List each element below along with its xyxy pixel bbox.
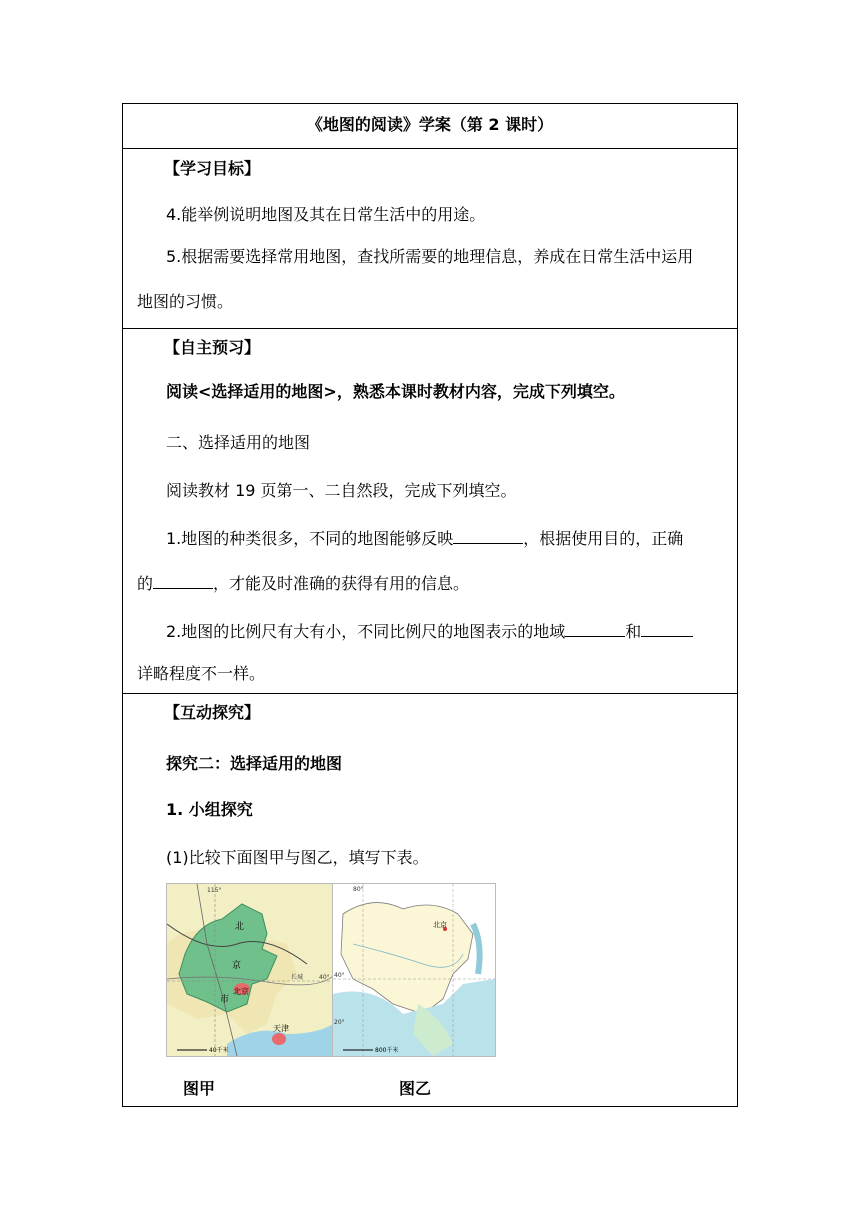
question-1-text-a: 1.地图的种类很多，不同的地图能够反映 [166,529,454,548]
question-2-line2: 详略程度不一样。 [137,664,266,683]
question-1-line1 [166,528,683,549]
explore-subheading: 探究二：选择适用的地图 [166,754,343,773]
fill-blank[interactable] [641,621,693,637]
question-1-text-c: 的 [137,574,154,593]
lesson-table [122,103,738,1107]
map-b-caption: 图乙 [399,1079,432,1098]
map-b-label-lat40: 40° [334,972,345,979]
goal-item-5-line1: 5.根据需要选择常用地图，查找所需要的地理信息，养成在日常生活中运用 [166,247,694,266]
task-text: (1)比较下面图甲与图乙，填写下表。 [166,848,429,867]
fill-blank[interactable] [565,621,625,637]
question-1-text-d: ，才能及时准确的获得有用的信息。 [213,574,470,593]
map-a-label-lon: 115° [207,887,222,894]
question-2-text-b: 和 [625,622,642,641]
explore-row [123,694,737,1106]
map-a-label-bei: 北 [235,922,245,932]
question-1-line2 [137,573,469,594]
question-2-text-a: 2.地图的比例尺有大有小，不同比例尺的地图表示的地域 [166,622,566,641]
section-title: 二、选择适用的地图 [166,433,311,452]
map-b-graphic [333,884,495,1056]
page-title: 《地图的阅读》学案（第 2 课时） [306,115,554,134]
group-title: 1. 小组探究 [166,800,253,819]
preview-row [123,329,737,694]
map-a-label-beijing: 北京 [233,987,249,996]
goal-item-5-line2: 地图的习惯。 [137,292,234,311]
map-a-label-greatwall: 长城 [291,974,304,981]
map-a-label-jing: 京 [232,961,242,971]
goals-heading: 【学习目标】 [164,159,261,178]
fill-blank[interactable] [153,573,213,589]
map-a-scale-text: 40千米 [209,1047,229,1054]
map-b-label-lat20: 20° [334,1019,345,1026]
explore-heading: 【互动探究】 [164,703,261,722]
question-2-line1 [166,621,693,642]
preview-instruction: 阅读<选择适用的地图>，熟悉本课时教材内容，完成下列填空。 [166,382,625,401]
title-row [123,104,737,149]
map-a-label-shi: 市 [220,995,230,1005]
question-1-text-b: ，根据使用目的，正确 [523,529,684,548]
map-a-label-lat: 40° [319,974,330,981]
map-b-label-lon: 80° [353,886,364,893]
map-b-label-beijing: 北京 [433,921,447,929]
map-a-graphic [167,884,333,1056]
preview-heading: 【自主预习】 [164,338,261,357]
map-a-label-tianjin: 天津 [273,1024,289,1033]
map-b-china [332,883,496,1057]
fill-blank[interactable] [453,528,523,544]
map-b-scale-text: 800千米 [375,1047,399,1054]
goal-item-4: 4.能举例说明地图及其在日常生活中的用途。 [166,205,486,224]
map-a-beijing [166,883,334,1057]
goals-row [123,149,737,329]
reading-instruction: 阅读教材 19 页第一、二自然段，完成下列填空。 [166,481,517,500]
map-a-caption: 图甲 [183,1079,216,1098]
